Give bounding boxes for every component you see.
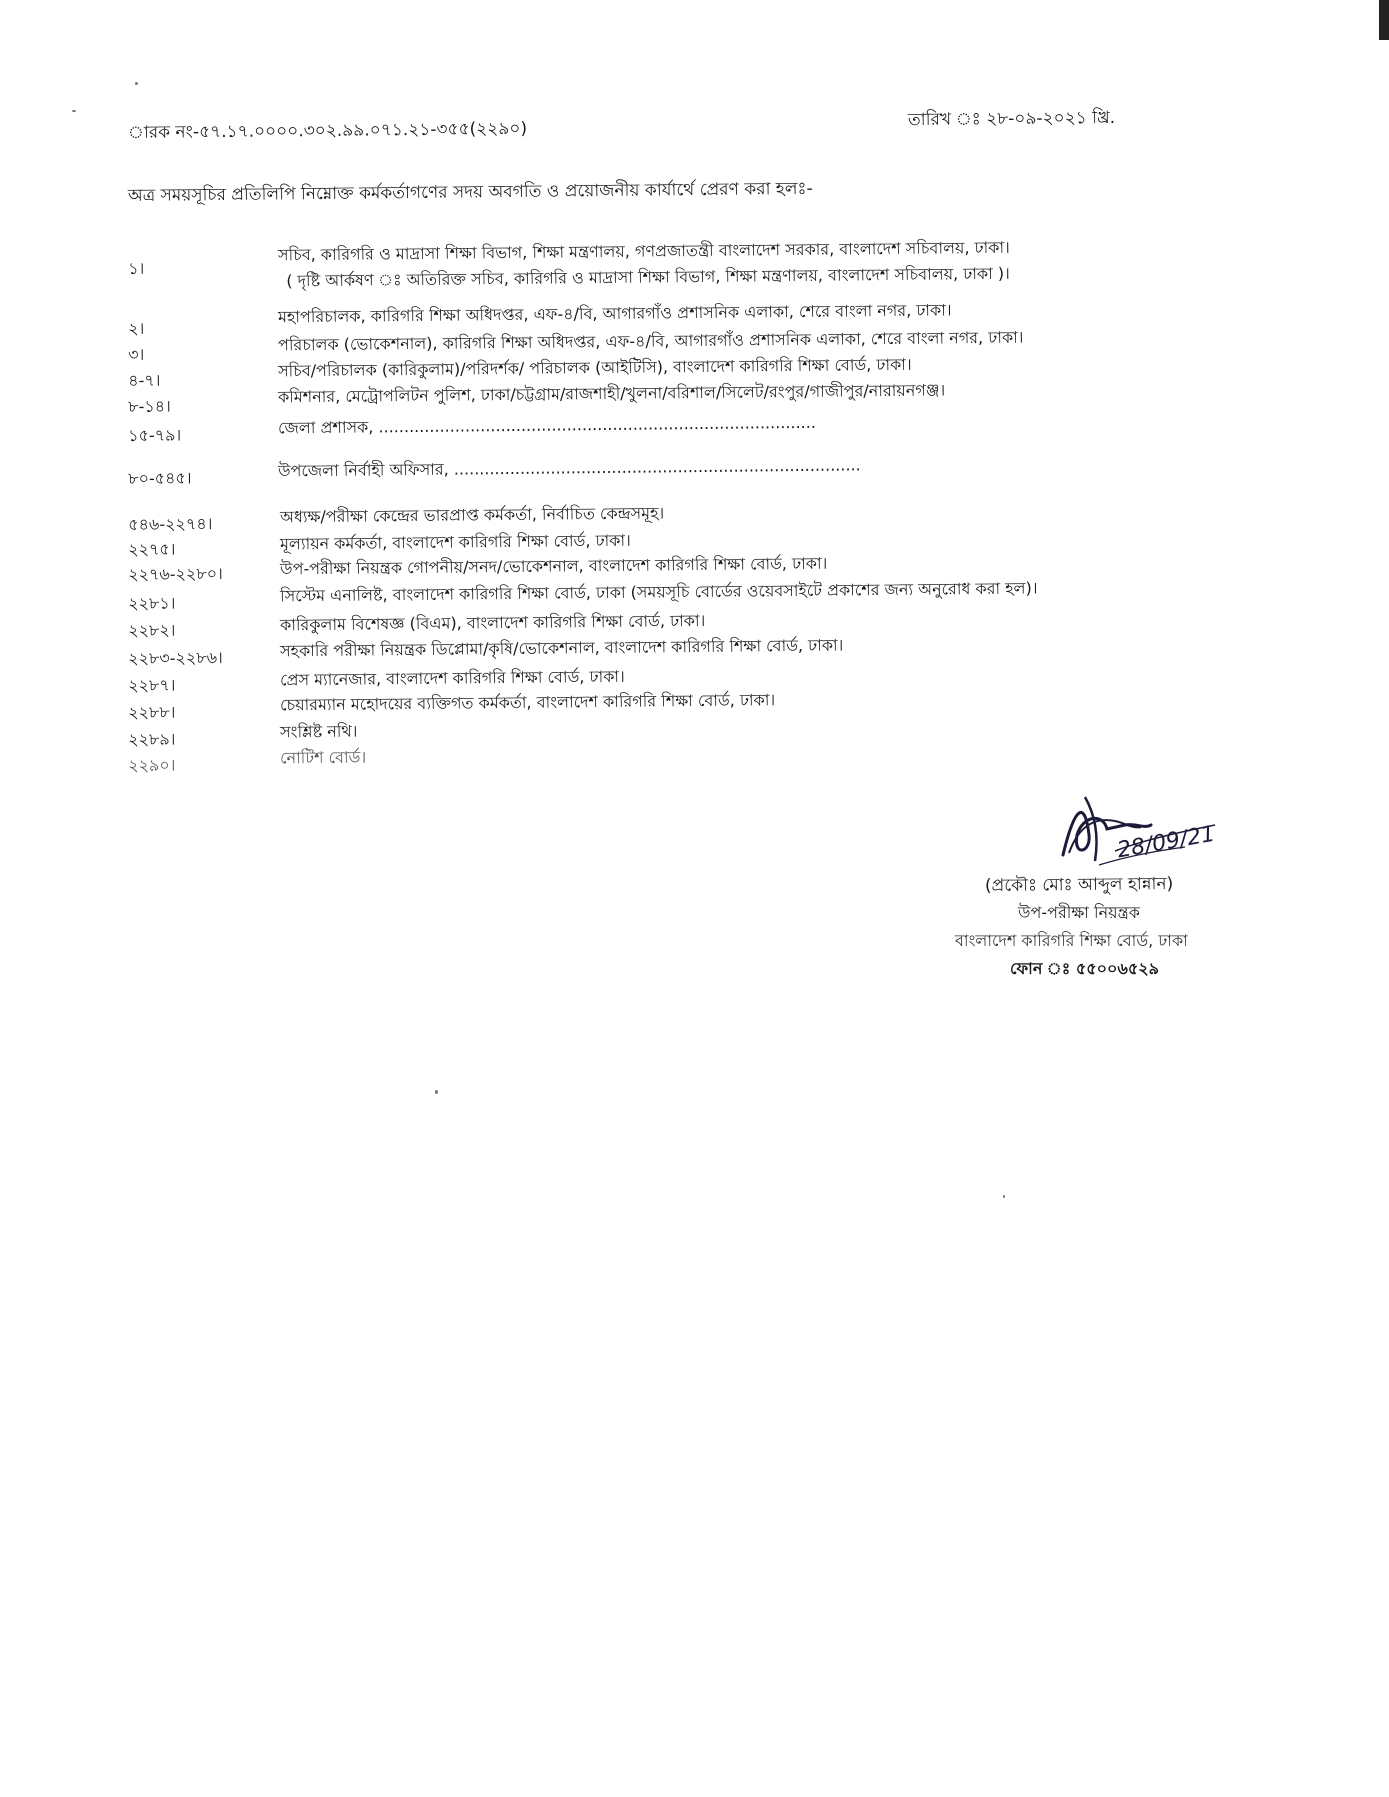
- list-item: [128, 501, 1168, 534]
- list-item-number: ৮-১৪।: [128, 396, 171, 416]
- list-item-number: ২২৮৩-২২৮৬।: [128, 648, 223, 668]
- list-item-number: ৮০-৫৪৫।: [128, 468, 192, 488]
- list-item-number: ২২৮৭।: [128, 675, 176, 695]
- list-item-number: ১৫-৭৯।: [128, 425, 182, 445]
- list-item-number: ২২৯০।: [128, 755, 176, 775]
- list-item-text: সংশ্লিষ্ট নথি।: [279, 721, 358, 742]
- signatory-title: উপ-পরীক্ষা নিয়ন্ত্রক: [1018, 903, 1140, 922]
- list-item-number: ২২৭৬-২২৮০।: [128, 564, 223, 584]
- list-item-text: কারিকুলাম বিশেষজ্ঞ (বিএম), বাংলাদেশ কারিগরি শিক্ষা বোর্ড, ঢাকা।: [279, 610, 706, 635]
- scan-speck: [435, 1090, 438, 1094]
- list-item-text: মূল্যায়ন কর্মকর্তা, বাংলাদেশ কারিগরি শিক্ষা বোর্ড, ঢাকা।: [279, 530, 631, 554]
- list-item: [128, 300, 1168, 338]
- list-item-text: সচিব/পরিচালক (কারিকুলাম)/পরিদর্শক/ পরিচালক (আইটিসি), বাংলাদেশ কারিগরি শিক্ষা বোর্ড, ঢাকা।: [277, 354, 912, 381]
- list-item-number: ২২৮৯।: [128, 729, 176, 749]
- list-item-number: ৪-৭।: [128, 370, 161, 390]
- intro-text: অত্র সময়সূচির প্রতিলিপি নিম্নোক্ত কর্মকর্তাগণের সদয় অবগতি ও প্রয়োজনীয় কার্যার্থে প্রেরণ করা হলঃ-: [127, 178, 813, 206]
- list-item: [128, 237, 1168, 291]
- list-item: [128, 412, 1168, 445]
- signatory-phone: ফোন ঃ ৫৫০০৬৫২৯: [1010, 959, 1160, 978]
- list-item-text: সহকারি পরীক্ষা নিয়ন্ত্রক ডিপ্লোমা/কৃষি/ভোকেশনাল, বাংলাদেশ কারিগরি শিক্ষা বোর্ড, ঢাকা।: [279, 635, 844, 661]
- list-item-text: অধ্যক্ষ/পরীক্ষা কেন্দ্রের ভারপ্রাপ্ত কর্মকর্তা, নির্বাচিত কেন্দ্রসমূহ।: [279, 503, 665, 527]
- scan-edge: [1379, 0, 1389, 40]
- scan-speck: [72, 110, 76, 112]
- signatory-name: (প্রকৌঃ মোঃ আব্দুল হান্নান): [984, 874, 1174, 896]
- list-item-text: উপজেলা নির্বাহী অফিসার, ................................................................................: [277, 455, 861, 481]
- handwritten-signature: [1055, 795, 1225, 875]
- list-item-text: উপ-পরীক্ষা নিয়ন্ত্রক গোপনীয়/সনদ/ভোকেশনাল, বাংলাদেশ কারিগরি শিক্ষা বোর্ড, ঢাকা।: [279, 553, 828, 579]
- list-item-text: সিস্টেম এনালিষ্ট, বাংলাদেশ কারিগরি শিক্ষা বোর্ড, ঢাকা (সময়সূচি বোর্ডের ওয়েবসাইটে প্রকাশের জন্য অনুরোধ করা হল)।: [279, 578, 1038, 606]
- list-item-number: ১।: [128, 258, 145, 278]
- signatory-organization: বাংলাদেশ কারিগরি শিক্ষা বোর্ড, ঢাকা: [955, 931, 1188, 950]
- list-item-text: প্রেস ম্যানেজার, বাংলাদেশ কারিগরি শিক্ষা বোর্ড, ঢাকা।: [279, 666, 625, 690]
- scan-speck: [135, 82, 138, 85]
- memo-date: তারিখ ঃ ২৮-০৯-২০২১ খ্রি.: [907, 107, 1116, 131]
- list-item-number: ২২৮৮।: [128, 702, 176, 722]
- list-item-text: জেলা প্রশাসক, ......................................................................................: [277, 412, 816, 438]
- list-item: [128, 354, 1168, 390]
- list-item-number: ২।: [128, 318, 145, 338]
- list-item-number: ৫৪৬-২২৭৪।: [128, 514, 213, 534]
- list-item-number: ২২৮২।: [128, 620, 176, 640]
- list-item-number: ২২৮১।: [128, 593, 176, 613]
- list-item-number: ২২৭৫।: [128, 539, 176, 559]
- list-item-note: ( দৃষ্টি আর্কষণ ঃ অতিরিক্ত সচিব, কারিগরি ও মাদ্রাসা শিক্ষা বিভাগ, শিক্ষা মন্ত্রণালয়, বাংলাদেশ সচিবালয়, ঢাকা )।: [286, 263, 1010, 291]
- memo-number: ারক নং-৫৭.১৭.০০০০.৩০২.৯৯.০৭১.২১-৩৫৫(২২৯০): [127, 118, 528, 143]
- list-item-text: পরিচালক (ভোকেশনাল), কারিগরি শিক্ষা অধিদপ্তর, এফ-৪/বি, আগারগাঁও প্রশাসনিক এলাকা, শেরে বাংলা নগর, ঢাকা।: [277, 327, 1024, 355]
- list-item-text: মহাপরিচালক, কারিগরি শিক্ষা অধিদপ্তর, এফ-৪/বি, আগারগাঁও প্রশাসনিক এলাকা, শেরে বাংলা নগর, ঢাকা।: [277, 300, 952, 327]
- list-item-text: কমিশনার, মেট্রোপলিটন পুলিশ, ঢাকা/চট্টগ্রাম/রাজশাহী/খুলনা/বরিশাল/সিলেট/রংপুর/গাজীপুর/নারায়নগঞ্জ।: [277, 380, 946, 407]
- list-item: [128, 327, 1168, 364]
- list-item-number: ৩।: [128, 344, 145, 364]
- list-item: [128, 455, 1168, 488]
- list-item-text: নোটিশ বোর্ড।: [279, 747, 367, 768]
- list-item-text: চেয়ারম্যান মহোদয়ের ব্যক্তিগত কর্মকর্তা, বাংলাদেশ কারিগরি শিক্ষা বোর্ড, ঢাকা।: [279, 690, 776, 715]
- scan-speck: [1003, 1195, 1005, 1198]
- list-item-text: সচিব, কারিগরি ও মাদ্রাসা শিক্ষা বিভাগ, শিক্ষা মন্ত্রণালয়, গণপ্রজাতন্ত্রী বাংলাদেশ সরকার, বাংলাদেশ সচিবালয়, ঢাকা।: [277, 237, 1010, 265]
- signature-date: 28/09/21: [1115, 821, 1217, 864]
